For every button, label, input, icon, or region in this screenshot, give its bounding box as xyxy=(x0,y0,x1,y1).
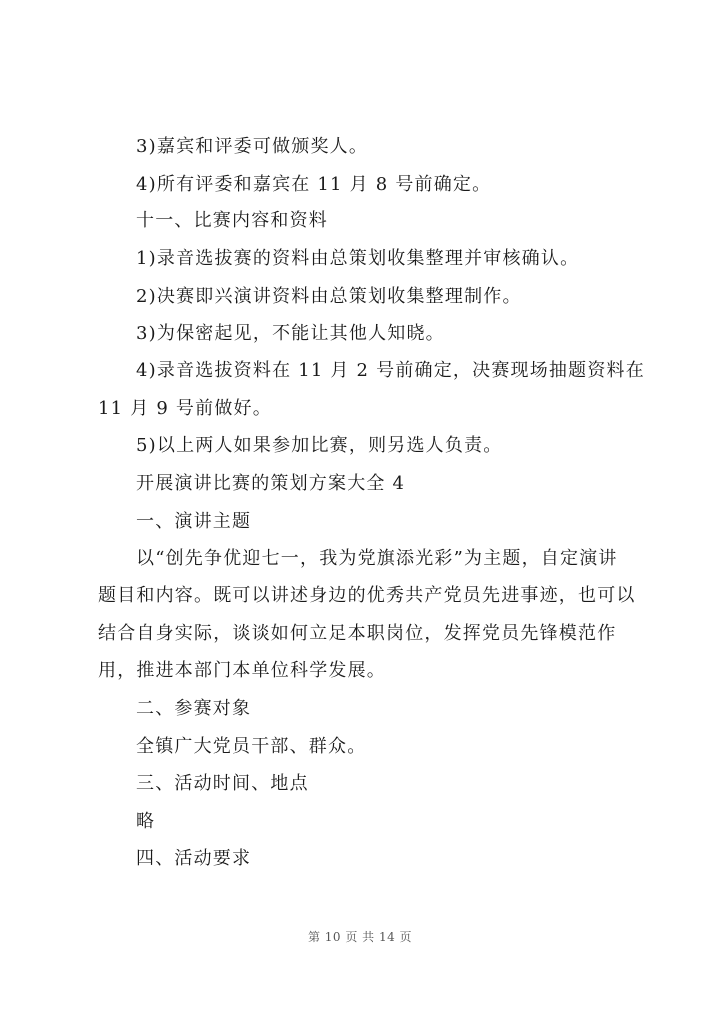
text-line: 4)所有评委和嘉宾在 11 月 8 号前确定。 xyxy=(136,174,492,195)
text-line: 11 月 9 号前做好。 xyxy=(98,398,272,419)
text-line: 3)嘉宾和评委可做颁奖人。 xyxy=(136,136,369,157)
text-line: 3)为保密起见，不能让其他人知晓。 xyxy=(136,323,445,344)
section-heading: 十一、比赛内容和资料 xyxy=(136,210,328,231)
text-line: 略 xyxy=(136,811,156,832)
paragraph-line: 题目和内容。既可以讲述身边的优秀共产党员先进事迹，也可以 xyxy=(98,585,636,606)
paragraph-line: 用，推进本部门本单位科学发展。 xyxy=(98,660,386,681)
document-subtitle: 开展演讲比赛的策划方案大全 4 xyxy=(136,473,406,494)
text-line: 4)录音选拔资料在 11 月 2 号前确定，决赛现场抽题资料在 xyxy=(136,360,645,381)
section-heading: 四、活动要求 xyxy=(136,848,252,869)
section-heading: 二、参赛对象 xyxy=(136,698,252,719)
text-line: 全镇广大党员干部、群众。 xyxy=(136,736,367,757)
page-number-footer: 第 10 页 共 14 页 xyxy=(307,930,413,944)
paragraph-line: 以“创先争优迎七一，我为党旗添光彩”为主题，自定演讲 xyxy=(136,548,618,569)
text-line: 2)决赛即兴演讲资料由总策划收集整理制作。 xyxy=(136,286,522,307)
text-line: 5)以上两人如果参加比赛，则另选人负责。 xyxy=(136,435,503,456)
paragraph-line: 结合自身实际，谈谈如何立足本职岗位，发挥党员先锋模范作 xyxy=(98,623,617,644)
section-heading: 三、活动时间、地点 xyxy=(136,773,309,794)
text-line: 1)录音选拔赛的资料由总策划收集整理并审核确认。 xyxy=(136,248,580,269)
section-heading: 一、演讲主题 xyxy=(136,511,252,532)
